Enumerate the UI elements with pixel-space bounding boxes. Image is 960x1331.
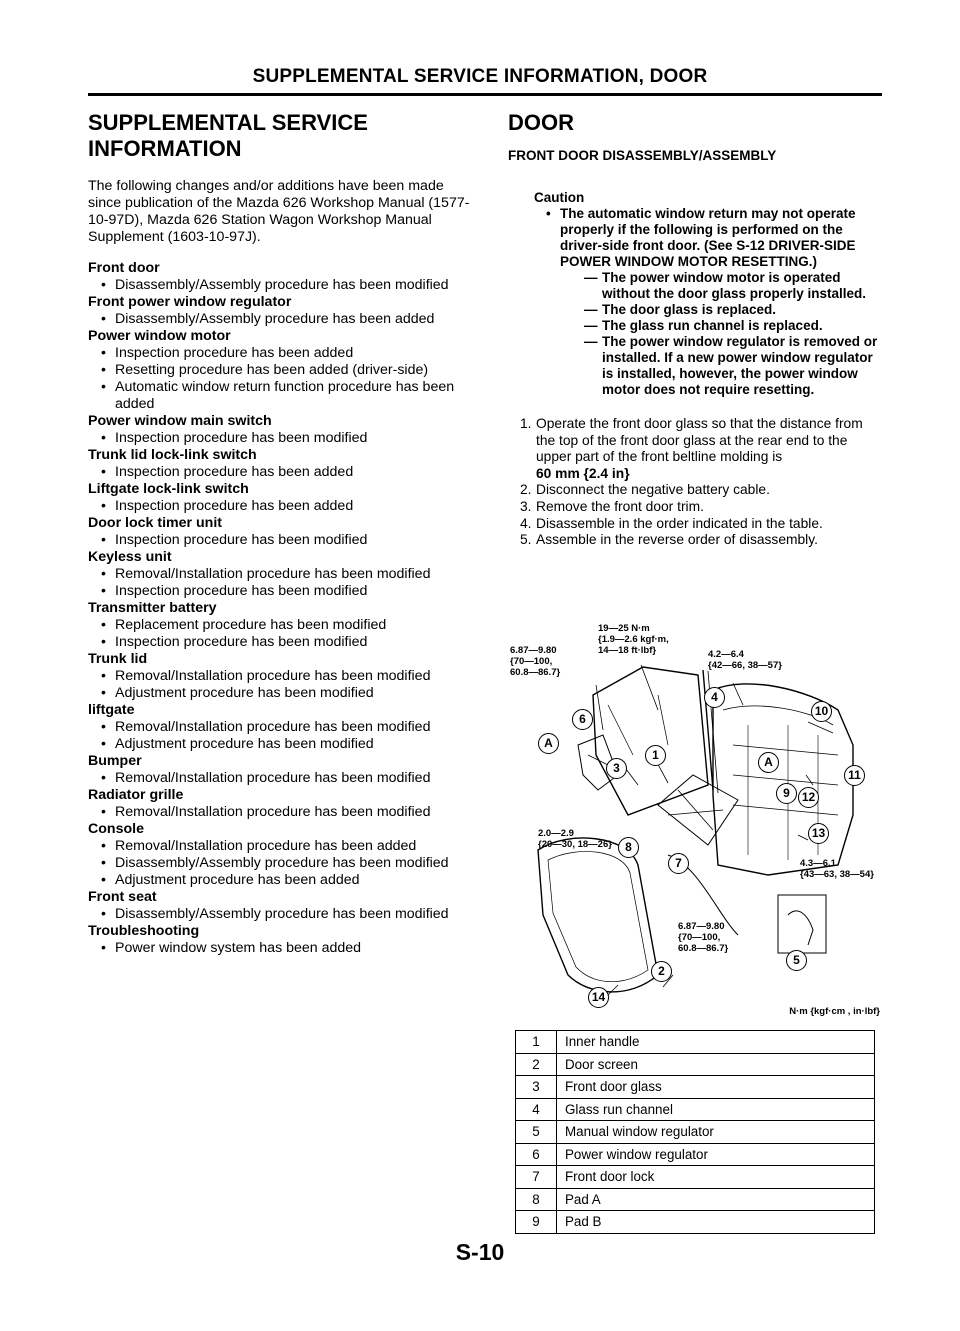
change-item <box>88 532 478 549</box>
caution-dash-text: The glass run channel is replaced. <box>602 318 823 333</box>
bullet-icon: • <box>101 736 106 752</box>
bullet-icon: • <box>101 719 106 735</box>
procedure-subtitle: FRONT DOOR DISASSEMBLY/ASSEMBLY <box>508 148 777 163</box>
step-number: 4. <box>520 515 532 531</box>
change-item-text: Replacement procedure has been modified <box>115 617 387 633</box>
right-column <box>508 110 884 549</box>
bullet-icon: • <box>101 277 106 293</box>
change-item-text: Inspection procedure has been modified <box>115 532 368 548</box>
dash-icon: — <box>584 302 598 317</box>
caution-dash-item <box>558 334 884 398</box>
bullet-icon: • <box>101 498 106 514</box>
change-item <box>88 430 478 447</box>
bullet-icon: • <box>101 464 106 480</box>
bullet-icon: • <box>101 872 106 888</box>
caution-bullet: • The automatic window return may not operate properly if the following is performed on the driver-side front door. (See S-12 DRIVER-SIDE POWER WINDOW MOTOR RESETTING.) <box>546 206 856 269</box>
table-row <box>516 1143 875 1166</box>
section-title <box>88 110 478 162</box>
part-number: 5 <box>516 1121 557 1144</box>
bullet-icon: • <box>101 379 106 395</box>
door-title: DOOR <box>508 110 574 135</box>
step-item <box>520 499 884 516</box>
callout-12: 12 <box>798 787 819 808</box>
change-item-text: Automatic window return function procedure has been added <box>115 379 455 412</box>
bullet-icon: • <box>101 311 106 327</box>
step-text: Remove the front door trim. <box>536 498 704 514</box>
caution-dash-text: The power window regulator is removed or installed. If a new power window regulator is installed, however, the power window motor does not require resetting. <box>602 334 878 397</box>
change-item-text: Power window system has been added <box>115 940 362 956</box>
bullet-icon: • <box>101 770 106 786</box>
callout-A-left: A <box>538 733 559 754</box>
step-number: 1. <box>520 416 532 431</box>
step-number: 5. <box>520 532 532 548</box>
change-item-text: Adjustment procedure has been modified <box>115 736 374 752</box>
change-item <box>88 804 478 821</box>
change-item <box>88 668 478 685</box>
torque-spec-2: 6.87—9.80 {70—100, 60.8—86.7} <box>510 645 561 678</box>
change-heading: Front power window regulator <box>88 294 292 310</box>
change-item-text: Disassembly/Assembly procedure has been modified <box>115 855 449 871</box>
part-name: Manual window regulator <box>557 1121 875 1144</box>
change-item-text: Disassembly/Assembly procedure has been added <box>115 311 435 327</box>
bullet-icon: • <box>101 532 106 548</box>
step-item <box>520 532 884 549</box>
step-list <box>520 416 884 549</box>
torque-spec-6: 6.87—9.80 {70—100, 60.8—86.7} <box>678 921 729 954</box>
callout-7: 7 <box>668 853 689 874</box>
torque-spec-4: 2.0—2.9 {20—30, 18—26} <box>538 828 612 850</box>
part-number: 1 <box>516 1031 557 1054</box>
caution-block <box>534 190 884 398</box>
change-item <box>88 311 478 328</box>
callout-4: 4 <box>704 687 725 708</box>
table-row <box>516 1166 875 1189</box>
step-item <box>520 516 884 533</box>
table-row <box>516 1076 875 1099</box>
door-exploded-diagram <box>508 615 884 1025</box>
caution-dash-text: The power window motor is operated without the door glass properly installed. <box>602 270 867 301</box>
change-heading: liftgate <box>88 702 135 718</box>
step-text: Disconnect the negative battery cable. <box>536 482 770 498</box>
change-item-text: Disassembly/Assembly procedure has been modified <box>115 906 449 922</box>
callout-8: 8 <box>618 837 639 858</box>
change-item <box>88 906 478 923</box>
left-column <box>88 110 478 957</box>
part-name: Front door lock <box>557 1166 875 1189</box>
callout-14: 14 <box>588 987 609 1008</box>
part-number: 4 <box>516 1098 557 1121</box>
change-item <box>88 770 478 787</box>
bullet-icon: • <box>101 634 106 650</box>
part-number: 3 <box>516 1076 557 1099</box>
change-item <box>88 940 478 957</box>
caution-dash-text: The door glass is replaced. <box>602 302 777 317</box>
change-item-text: Removal/Installation procedure has been modified <box>115 804 431 820</box>
callout-3: 3 <box>606 758 627 779</box>
door-screen-shape <box>538 838 658 992</box>
change-heading: Bumper <box>88 753 142 769</box>
caution-dash-item <box>558 302 884 318</box>
bullet-icon: • <box>101 838 106 854</box>
callout-A-right: A <box>758 752 779 773</box>
change-item <box>88 617 478 634</box>
bullet-icon: • <box>101 430 106 446</box>
part-number: 6 <box>516 1143 557 1166</box>
step-text: Operate the front door glass so that the distance from the top of the front door glass at the rear end to the upper part of the front beltline molding is <box>536 416 863 465</box>
table-row <box>516 1053 875 1076</box>
callout-11: 11 <box>844 765 865 786</box>
section-title-line2: INFORMATION <box>88 136 242 161</box>
change-heading: Console <box>88 821 144 837</box>
caution-dash-list <box>534 270 884 398</box>
change-item-text: Inspection procedure has been modified <box>115 583 368 599</box>
change-heading: Liftgate lock-link switch <box>88 481 249 497</box>
part-name: Power window regulator <box>557 1143 875 1166</box>
change-item <box>88 345 478 362</box>
part-number: 7 <box>516 1166 557 1189</box>
change-heading: Radiator grille <box>88 787 184 803</box>
change-item-text: Disassembly/Assembly procedure has been modified <box>115 277 449 293</box>
change-heading: Trunk lid <box>88 651 148 667</box>
dash-icon: — <box>584 334 598 349</box>
bullet-icon: • <box>101 345 106 361</box>
torque-unit-note: N·m {kgf·cm , in·lbf} <box>789 1006 880 1017</box>
table-row <box>516 1098 875 1121</box>
page-header: SUPPLEMENTAL SERVICE INFORMATION, DOOR <box>252 66 708 87</box>
change-item-text: Inspection procedure has been modified <box>115 634 368 650</box>
bullet-icon: • <box>101 906 106 922</box>
change-list <box>88 260 478 957</box>
change-item-text: Inspection procedure has been modified <box>115 430 368 446</box>
change-item <box>88 855 478 872</box>
change-heading: Front door <box>88 260 160 276</box>
intro-paragraph: The following changes and/or additions have been made since publication of the Mazda 626 Workshop Manual (1577-10-97D), Mazda 626 Station Wagon Workshop Manual Supplement (1603-10-97J). <box>88 178 470 245</box>
change-item <box>88 277 478 294</box>
change-item-text: Inspection procedure has been added <box>115 464 354 480</box>
change-heading: Troubleshooting <box>88 923 200 939</box>
table-row <box>516 1211 875 1234</box>
change-item <box>88 719 478 736</box>
torque-spec-5: 4.3—6.1 {43—63, 38—54} <box>800 858 874 880</box>
page-number: S-10 <box>455 1239 505 1265</box>
part-name: Glass run channel <box>557 1098 875 1121</box>
change-item-text: Resetting procedure has been added (driver-side) <box>115 362 429 378</box>
dash-icon: — <box>584 270 598 285</box>
callout-13: 13 <box>808 823 829 844</box>
header-rule <box>88 93 882 96</box>
change-heading: Front seat <box>88 889 157 905</box>
part-name: Inner handle <box>557 1031 875 1054</box>
change-heading: Keyless unit <box>88 549 172 565</box>
table-row <box>516 1031 875 1054</box>
bullet-icon: • <box>101 804 106 820</box>
part-name: Front door glass <box>557 1076 875 1099</box>
table-row <box>516 1188 875 1211</box>
callout-6: 6 <box>572 709 593 730</box>
part-number: 9 <box>516 1211 557 1234</box>
change-heading: Trunk lid lock-link switch <box>88 447 257 463</box>
change-heading: Door lock timer unit <box>88 515 223 531</box>
change-item <box>88 498 478 515</box>
bullet-icon: • <box>101 583 106 599</box>
change-item <box>88 379 478 413</box>
change-item-text: Removal/Installation procedure has been modified <box>115 566 431 582</box>
change-item-text: Inspection procedure has been added <box>115 498 354 514</box>
change-item-text: Removal/Installation procedure has been modified <box>115 719 431 735</box>
torque-spec-3: 4.2—6.4 {42—66, 38—57} <box>708 649 782 671</box>
step-item <box>520 416 884 482</box>
change-heading: Transmitter battery <box>88 600 217 616</box>
bullet-icon: • <box>101 668 106 684</box>
torque-spec-1: 19—25 N·m {1.9—2.6 kgf·m, 14—18 ft·lbf} <box>598 623 669 656</box>
change-item-text: Removal/Installation procedure has been modified <box>115 668 431 684</box>
dash-icon: — <box>584 318 598 333</box>
callout-10: 10 <box>811 701 832 722</box>
caution-dash-item <box>558 318 884 334</box>
caution-main: The automatic window return may not operate properly if the following is performed on the driver-side front door. (See S-12 DRIVER-SIDE POWER WINDOW MOTOR RESETTING.) <box>560 206 856 269</box>
part-name: Door screen <box>557 1053 875 1076</box>
caution-label: Caution <box>534 190 585 205</box>
callout-2: 2 <box>651 961 672 982</box>
step-text: Disassemble in the order indicated in the table. <box>536 515 823 531</box>
change-item <box>88 736 478 753</box>
bullet-icon: • <box>101 362 106 378</box>
change-item <box>88 685 478 702</box>
step-number: 3. <box>520 498 532 514</box>
table-row <box>516 1121 875 1144</box>
change-item <box>88 362 478 379</box>
part-name: Pad A <box>557 1188 875 1211</box>
caution-dash-item <box>558 270 884 302</box>
change-item-text: Adjustment procedure has been added <box>115 872 360 888</box>
change-item <box>88 872 478 889</box>
change-item <box>88 583 478 600</box>
change-item <box>88 464 478 481</box>
change-item-text: Removal/Installation procedure has been added <box>115 838 417 854</box>
change-item-text: Removal/Installation procedure has been modified <box>115 770 431 786</box>
bullet-icon: • <box>101 940 106 956</box>
change-item <box>88 838 478 855</box>
change-heading: Power window motor <box>88 328 231 344</box>
part-number: 8 <box>516 1188 557 1211</box>
bullet-icon: • <box>101 855 106 871</box>
bullet-icon: • <box>101 566 106 582</box>
callout-1: 1 <box>645 745 666 766</box>
step-number: 2. <box>520 482 532 498</box>
step-text: Assemble in the reverse order of disassembly. <box>536 532 818 548</box>
change-item-text: Adjustment procedure has been modified <box>115 685 374 701</box>
parts-table <box>515 1030 875 1234</box>
diagram-drawing <box>508 615 884 1025</box>
section-title-line1: SUPPLEMENTAL SERVICE <box>88 110 368 135</box>
change-heading: Power window main switch <box>88 413 272 429</box>
bullet-icon: • <box>101 617 106 633</box>
callout-5: 5 <box>786 950 807 971</box>
part-name: Pad B <box>557 1211 875 1234</box>
step-value: 60 mm {2.4 in} <box>536 465 630 481</box>
change-item <box>88 566 478 583</box>
bullet-icon: • <box>101 685 106 701</box>
callout-9: 9 <box>776 783 797 804</box>
change-item-text: Inspection procedure has been added <box>115 345 354 361</box>
change-item <box>88 634 478 651</box>
step-item <box>520 482 884 499</box>
part-number: 2 <box>516 1053 557 1076</box>
